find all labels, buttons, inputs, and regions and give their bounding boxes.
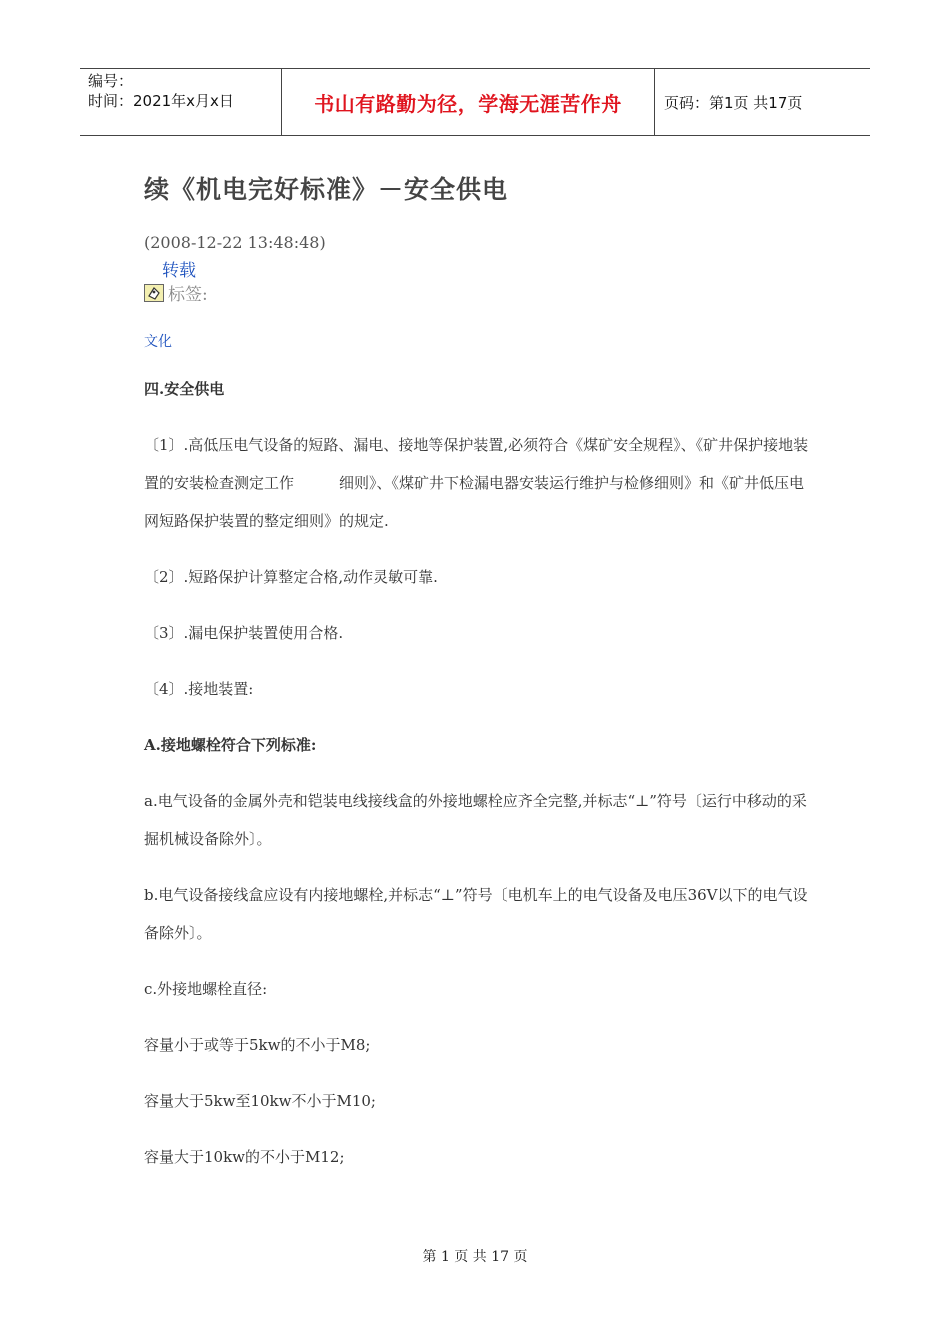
- article-title: 续《机电完好标准》－安全供电: [144, 175, 509, 204]
- subsection-heading: A.接地螺栓符合下列标准:: [144, 736, 317, 754]
- paragraph: 容量小于或等于5kw的不小于M8;: [144, 1036, 371, 1054]
- tag-label: 标签:: [168, 285, 208, 305]
- paragraph: c.外接地螺栓直径:: [144, 980, 268, 998]
- number-label: 编号：: [88, 72, 134, 90]
- tag-icon: [144, 284, 164, 302]
- paragraph: b.电气设备接线盒应设有内接地螺栓,并标志“⊥”符号〔电机车上的电气设备及电压36V以下的电气设备除外〕。: [144, 886, 808, 942]
- paragraph: 〔2〕.短路保护计算整定合格,动作灵敏可靠.: [144, 568, 438, 586]
- date-label: 时间：2021年x月x日: [88, 92, 234, 110]
- article-timestamp: (2008-12-22 13:48:48): [144, 233, 326, 252]
- document-header: [80, 68, 870, 136]
- tag-value-link[interactable]: 文化: [144, 334, 172, 350]
- paragraph: 容量大于5kw至10kw不小于M10;: [144, 1092, 376, 1110]
- section-heading: 四.安全供电: [144, 380, 225, 398]
- paragraph: 〔4〕.接地装置:: [144, 680, 254, 698]
- header-meta: [88, 71, 234, 111]
- article-body: [144, 370, 810, 1194]
- header-motto: 书山有路勤为径，学海无涯苦作舟: [314, 91, 622, 116]
- paragraph: 〔1〕.高低压电气设备的短路、漏电、接地等保护装置,必须符合《煤矿安全规程》、《矿井保护接地装置的安装检查测定工作 细则》、《煤矿井下检漏电器安装运行维护与检修细则》和《矿井低压电网短路保护装置的整定细则》的规定.: [144, 436, 809, 530]
- header-divider: [654, 69, 655, 135]
- tag-row: [144, 280, 208, 305]
- repost-link[interactable]: 转载: [162, 261, 196, 281]
- paragraph: a.电气设备的金属外壳和铠装电线接线盒的外接地螺栓应齐全完整,并标志“⊥”符号〔运行中移动的采掘机械设备除外〕。: [144, 792, 807, 848]
- paragraph: 〔3〕.漏电保护装置使用合格.: [144, 624, 344, 642]
- page-label: 页码：第1页 共17页: [664, 93, 803, 112]
- page-footer: 第 1 页 共 17 页: [422, 1249, 528, 1265]
- paragraph: 容量大于10kw的不小于M12;: [144, 1148, 345, 1166]
